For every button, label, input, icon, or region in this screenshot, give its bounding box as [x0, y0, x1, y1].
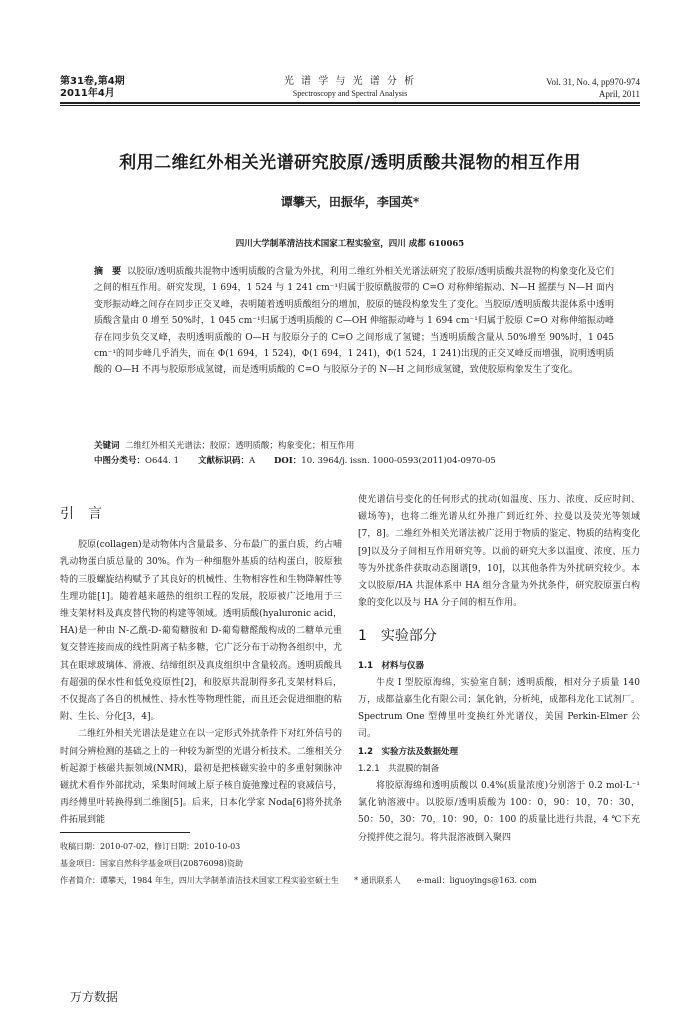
subsection-1-2-heading: 1.2 实验方法及数据处理	[358, 746, 459, 757]
right-column	[358, 492, 640, 847]
header-volume	[60, 76, 125, 100]
journal-name-cn: 光 谱 学 与 光 谱 分 析	[283, 76, 417, 87]
subsection-1-1-heading: 1.1 材料与仪器	[358, 660, 425, 671]
keywords-block	[94, 439, 614, 469]
materials-paragraph: 牛皮 I 型胶原海绵，实验室自制；透明质酸，相对分子质量 140 万，成都益嘉生化有限公司；氯化钠，分析纯，成都科龙化工试剂厂。Spectrum One 型傅里叶变换红外光谱仪，美国 Perkin-Elmer 公司。	[358, 677, 640, 740]
paper-authors: 谭攀天，田振华，李国英*	[280, 195, 420, 209]
keywords-label: 关键词	[94, 441, 120, 451]
watermark: 万方数据	[70, 990, 119, 1004]
section-1-heading: 1 实验部分	[358, 628, 437, 645]
doc-code-label: 文献标识码：	[197, 456, 249, 466]
header-rule-thin	[60, 105, 640, 106]
header-journal	[240, 76, 460, 99]
abstract-label: 摘 要	[94, 267, 122, 277]
header-date-cn: 2011年4月	[60, 88, 115, 99]
doc-code-value: A	[248, 456, 256, 466]
paper-title: 利用二维红外相关光谱研究胶原/透明质酸共混物的相互作用	[119, 153, 581, 173]
clc-label: 中图分类号：	[94, 456, 146, 466]
header-rule	[60, 102, 640, 104]
footnote-fund: 基金项目：国家自然科学基金项目(20876098)资助	[60, 859, 243, 868]
keywords-text: 二维红外相关光谱法；胶原；透明质酸；构象变化；相互作用	[124, 441, 355, 451]
intro-paragraph-1: 胶原(collagen)是动物体内含量最多、分布最广的蛋白质，约占哺乳动物蛋白质总量的 30%。作为一种细胞外基质的结构蛋白，胶原独特的三股螺旋结构赋予了其良好的机械性、生物相容性和生物降解性等生理功能[1]。随着越来越热的组织工程的发展，胶原被广泛地用于三维支架材料及真皮替代物的构建等领域。透明质酸(hyaluronic acid，HA)是一种由 N-乙酰-D-葡萄糖胺和 D-葡萄糖醛酸构成的二糖单元重复交替连接而成的线性阴离子粘多糖，它广泛分布于动物各组织中，尤其在眼球玻璃体、滑液、结缔组织及真皮组织中含量较高。透明质酸具有超强的保水性和低免疫原性[2]，和胶原共混制得多孔支架材料后，不仅提高了各自的机械性、持水性等物理性能，而且还会促进细胞的粘附、生长、分化[3，4]。	[60, 540, 342, 723]
doi-label: DOI：	[274, 456, 302, 466]
paper-affiliation: 四川大学制革清洁技术国家工程实验室，四川 成都 610065	[235, 239, 465, 249]
intro-heading: 引 言	[60, 506, 102, 522]
footnote-bio: 作者简介：谭攀天，1984 年生，四川大学制革清洁技术国家工程实验室硕士生	[60, 876, 339, 885]
clc-value: O644. 1	[145, 456, 180, 466]
doi-value: 10. 3964/j. issn. 1000-0593(2011)04-0970-05	[301, 456, 496, 466]
intro-paragraph-2: 二维红外相关光谱法是建立在以一定形式外扰条件下对红外信号的时间分辨检测的基础之上的一种较为新型的光谱分析技术。二维相关分析起源于核磁共振领域(NMR)，最初是把核磁实验中的多重射频脉冲磁扰术看作外部扰动，采集时间域上原子核自旋弛豫过程的衰减信号，再经傅里叶转换得到二维图[5]。后来，日本化学家 Noda[6]将外扰条件拓展到能	[60, 729, 342, 826]
intro-paragraph-3: 使光谱信号变化的任何形式的扰动(如温度、压力、浓度、反应时间、磁场等)，也将二维光谱从红外推广到近红外、拉曼以及荧光等领域[7，8]。二维红外相关光谱法被广泛用于物质的鉴定、物质的结构变化[9]以及分子间相互作用研究等。以前的研究大多以温度、浓度、压力等为外扰条件获取动态图谱[9，10]，以其他条件为外扰研究较少。本文以胶原/HA 共混体系中 HA 组分含量为外扰条件，研究胶原蛋白构象的变化以及与 HA 分子间的相互作用。	[358, 495, 640, 609]
header-issue	[546, 76, 640, 100]
left-column	[60, 506, 342, 830]
header-volume-en: Vol. 31, No. 4, pp970-974	[546, 77, 640, 87]
header-date-en: April, 2011	[598, 89, 640, 99]
footnote-contact: * 通讯联系人 e-mail：liguoyings@163. com	[354, 876, 537, 885]
abstract-text: 以胶原/透明质酸共混物中透明质酸的含量为外扰，利用二维红外相关光谱法研究了胶原/透明质酸共混物的构象变化及它们之间的相互作用。研究发现，1 694，1 524 与 1 241 cm⁻¹归属于胶原酰胺带的 C=O 对称伸缩振动、N—H 摇摆与 N—H 面内变形振动峰之间存在同步正交叉峰，表明随着透明质酸组分的增加，胶原的链段构象发生了变化。当胶原/透明质酸共混体系中透明质酸含量由 0 增至 50%时，1 045 cm⁻¹归属于透明质酸的 C—OH 伸缩振动峰与 1 694 cm⁻¹归属于胶原 C=O 对称伸缩振动峰存在同步负交叉峰，表明透明质酸的 O—H 与胶原分子的 C=O 之间形成了氢键；当透明质酸含量从 50%增至 90%时，1 045 cm⁻¹的同步峰几乎消失，而在 Φ(1 694，1 524)，Φ(1 694，1 241)，Φ(1 524，1 241)出现的正交叉峰反而增强，说明透明质酸的 O—H 不再与胶原形成氢键，而是透明质酸的 C=O 与胶原分子的 N—H 之间形成氢键，致使胶原构象发生了变化。	[94, 267, 614, 376]
abstract	[94, 264, 614, 379]
header-volume-cn: 第31卷,第4期	[60, 76, 125, 87]
footnote-rule	[60, 832, 190, 833]
footnotes	[60, 838, 640, 889]
subsection-1-2-1-heading: 1.2.1 共混膜的制备	[358, 763, 440, 774]
footnote-received: 收稿日期：2010-07-02，修订日期：2010-10-03	[60, 842, 241, 851]
preparation-paragraph: 将胶原海绵和透明质酸以 0.4%(质量浓度)分别溶于 0.2 mol·L⁻¹氯化钠溶液中。以胶原/透明质酸为 100：0，90：10，70：30，50：50，30：70，10：90，0：100 的质量比进行共混，4 ℃下充分搅拌使之混匀。将共混溶液倒入聚四	[358, 781, 640, 843]
journal-name-en: Spectroscopy and Spectral Analysis	[292, 89, 408, 98]
